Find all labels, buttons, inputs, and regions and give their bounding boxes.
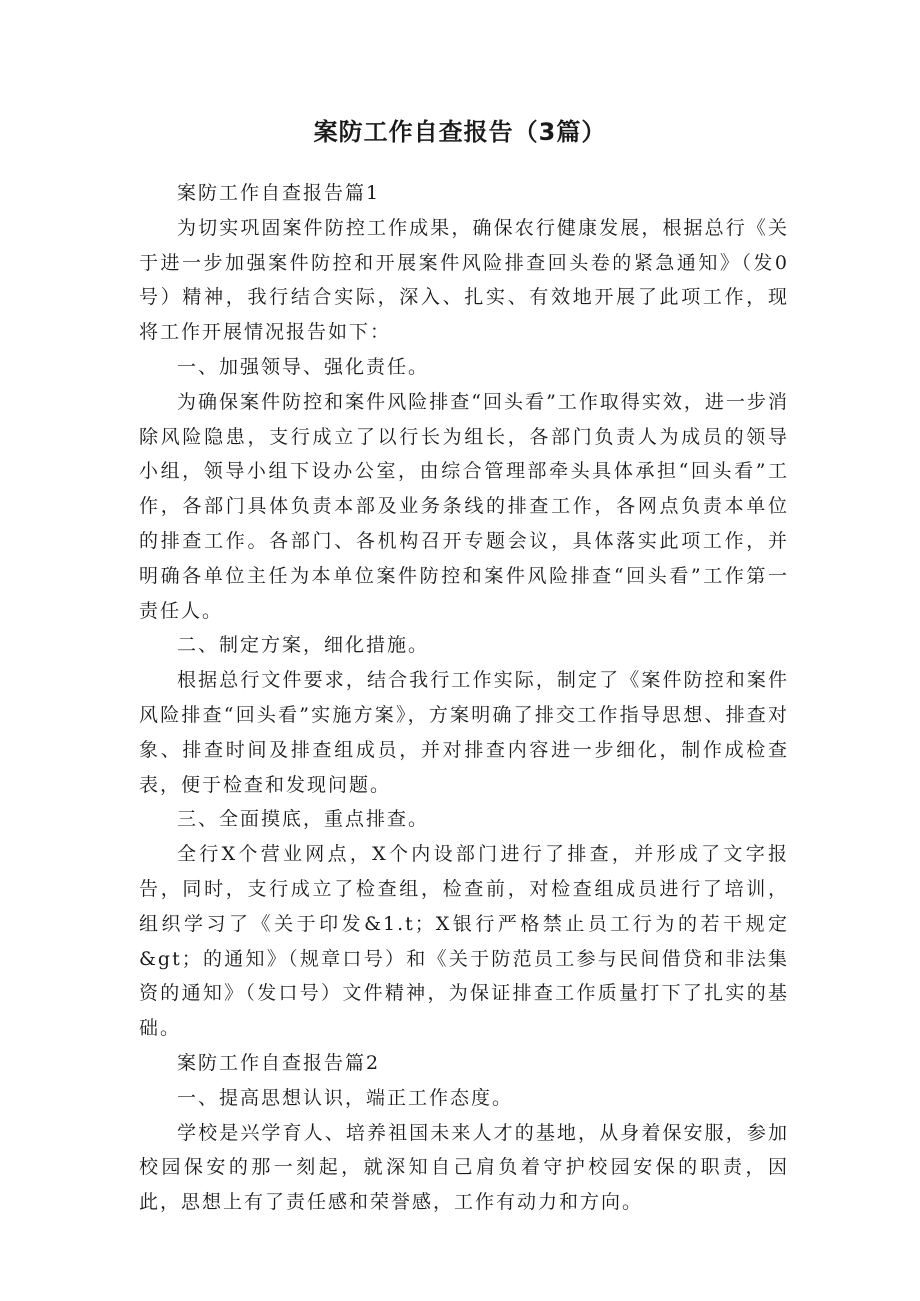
document-title: 案防工作自查报告（3篇）: [313, 118, 607, 146]
paragraph-intro: 为切实巩固案件防控工作成果，确保农行健康发展，根据总行《关于进一步加强案件防控和开展案件风险排查回头卷的紧急通知》（发0号）精神，我行结合实际，深入、扎实、有效地开展了此项工作，现将工作开展情况报告如下：: [139, 216, 789, 344]
section-heading-part-2: 案防工作自查报告篇2: [177, 1051, 381, 1074]
document-body: [139, 176, 789, 1220]
paragraph-investigation: 全行X个营业网点，X个内设部门进行了排查，并形成了文字报告，同时，支行成立了检查组，检查前，对检查组成员进行了培训，组织学习了《关于印发&1.t；X银行严格禁止员工行为的若干规定&gt；的通知》（规章口号）和《关于防范员工参与民间借贷和非法集资的通知》（发口号）文件精神，为保证排查工作质量打下了扎实的基础。: [139, 843, 789, 1040]
subheading-leadership: 一、加强领导、强化责任。: [177, 355, 430, 378]
paragraph-leadership: 为确保案件防控和案件风险排查“回头看”工作取得实效，进一步消除风险隐患，支行成立了以行长为组长，各部门负责人为成员的领导小组，领导小组下设办公室，由综合管理部牵头具体承担“回头看”工作，各部门具体负责本部及业务条线的排查工作，各网点负责本单位的排查工作。各部门、各机构召开专题会议，具体落实此项工作，并明确各单位主任为本单位案件防控和案件风险排查“回头看”工作第一责任人。: [139, 390, 789, 622]
subheading-investigation: 三、全面摸底，重点排查。: [177, 808, 430, 831]
paragraph-awareness: 学校是兴学育人、培养祖国未来人才的基地，从身着保安服，参加校园保安的那一刻起，就深知自己肩负着守护校园安保的职责，因此，思想上有了责任感和荣誉感，工作有动力和方向。: [139, 1121, 789, 1214]
subheading-plan: 二、制定方案，细化措施。: [177, 634, 430, 657]
subheading-awareness: 一、提高思想认识，端正工作态度。: [177, 1086, 514, 1109]
section-heading-part-1: 案防工作自查报告篇1: [177, 182, 381, 204]
paragraph-plan: 根据总行文件要求，结合我行工作实际，制定了《案件防控和案件风险排查“回头看”实施方案》，方案明确了排交工作指导思想、排查对象、排查时间及排查组成员，并对排查内容进一步细化，制作成检查表，便于检查和发现问题。: [139, 669, 789, 796]
